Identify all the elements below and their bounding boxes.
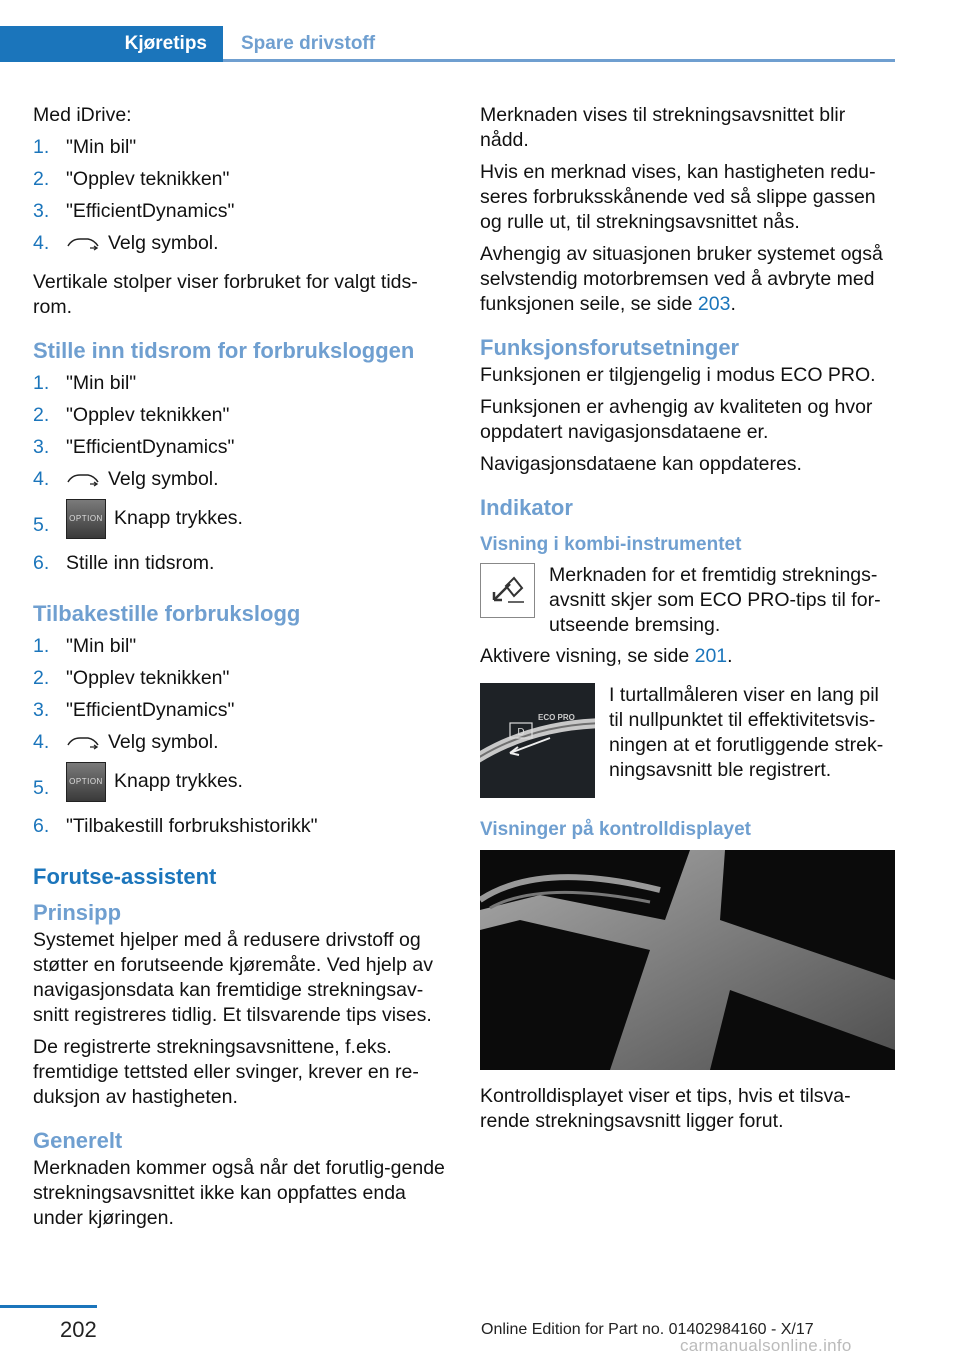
heading-stille-inn: Stille inn tidsrom for forbruksloggen bbox=[33, 338, 415, 363]
list-item: 5. OPTION Knapp trykkes. bbox=[33, 762, 445, 814]
list-item: 4. Velg symbol. bbox=[33, 232, 219, 254]
car-icon bbox=[66, 472, 100, 488]
list-item: 3. "EfficientDynamics" bbox=[33, 200, 235, 222]
steps-list-1 bbox=[33, 135, 445, 263]
paragraph: Hvis en merknad vises, kan hastigheten redu-seres forbruksskånende ved så slippe gassen og rulle ut, til strekningsavsnittet nås. bbox=[480, 161, 876, 233]
list-item: 1. "Min bil" bbox=[33, 136, 137, 158]
paragraph: Systemet hjelper med å redusere drivstoff og støtter en forutseende kjøremåte. Ved hjelp av navigasjonsdata kan fremtidige strekningsav-snitt registreres tidlig. Et tilsvarende tips vises. bbox=[33, 929, 433, 1026]
option-button-icon: OPTION bbox=[66, 762, 106, 802]
eco-tip-text: Merknaden for et fremtidig streknings-avsnitt skjer som ECO PRO-tips til for-utseende bremsing. bbox=[549, 564, 881, 636]
paragraph: Avhengig av situasjonen bruker systemet også selvstendig motorbremsen ved å avbryte med funksjonen seile, se side 203. bbox=[480, 243, 883, 315]
paragraph: Merknaden kommer også når det forutlig-gende strekningsavsnittet ikke kan oppfattes enda under kjøringen. bbox=[33, 1157, 445, 1229]
option-button-icon: OPTION bbox=[66, 499, 106, 539]
watermark: carmanualsonline.info bbox=[680, 1336, 852, 1355]
heading-indikator: Indikator bbox=[480, 495, 573, 520]
tab-underline bbox=[223, 59, 895, 62]
heading-prinsipp: Prinsipp bbox=[33, 900, 122, 925]
control-display-road-image bbox=[480, 850, 895, 1070]
heading-tilbakestille: Tilbakestille forbrukslogg bbox=[33, 601, 301, 626]
list-item: 2. "Opplev teknikken" bbox=[33, 667, 230, 689]
list-item: 5. OPTION Knapp trykkes. bbox=[33, 499, 445, 551]
right-column bbox=[480, 103, 892, 1141]
list-item: 1. "Min bil" bbox=[33, 372, 137, 394]
paragraph: Vertikale stolper viser forbruket for valgt tids-rom. bbox=[33, 271, 418, 318]
heading-funksjonsforutsetninger: Funksjonsforutsetninger bbox=[480, 335, 740, 360]
eco-pro-braking-icon bbox=[480, 563, 535, 618]
rev-counter-image bbox=[480, 683, 595, 798]
list-item: 3. "EfficientDynamics" bbox=[33, 436, 235, 458]
car-icon bbox=[66, 735, 100, 751]
list-item: 1. "Min bil" bbox=[33, 635, 137, 657]
list-item: 2. "Opplev teknikken" bbox=[33, 404, 230, 426]
page-link-201[interactable]: 201 bbox=[694, 645, 728, 667]
list-item: 4. Velg symbol. bbox=[33, 731, 219, 753]
heading-forutse-assistent: Forutse-assistent bbox=[33, 864, 217, 889]
gauge-eco-pro-label: ECO PRO bbox=[538, 713, 575, 722]
paragraph: Kontrolldisplayet viser et tips, hvis et tilsva-rende strekningsavsnitt ligger forut. bbox=[480, 1085, 851, 1132]
footer-line bbox=[0, 1305, 97, 1308]
tab-spare-drivstoff[interactable]: Spare drivstoff bbox=[241, 33, 376, 54]
paragraph: Funksjonen er avhengig av kvaliteten og hvor oppdatert navigasjonsdataene er. bbox=[480, 396, 873, 443]
paragraph: Funksjonen er tilgjengelig i modus ECO PRO. bbox=[480, 364, 876, 386]
page-link-203[interactable]: 203 bbox=[697, 293, 731, 315]
gauge-row bbox=[480, 683, 892, 798]
header-tabs bbox=[0, 26, 895, 62]
steps-list-3 bbox=[33, 634, 445, 846]
paragraph: Aktivere visning, se side 201. bbox=[480, 645, 733, 667]
eco-tip-row bbox=[480, 563, 892, 638]
subheading-visning-kombi: Visning i kombi-instrumentet bbox=[480, 534, 742, 555]
car-icon bbox=[66, 236, 100, 252]
tab-kjoretips[interactable]: Kjøretips bbox=[0, 26, 223, 62]
paragraph: Merknaden vises til strekningsavsnittet blir nådd. bbox=[480, 104, 846, 151]
left-column bbox=[33, 103, 445, 1238]
page-number: 202 bbox=[60, 1317, 97, 1342]
gauge-text: I turtallmåleren viser en lang pil til nullpunktet til effektivitetsvis-ningen at et forutliggende strek-ningsavsnitt ble registrert. bbox=[609, 684, 884, 781]
intro-text: Med iDrive: bbox=[33, 104, 132, 126]
paragraph: De registrerte strekningsavsnittene, f.eks. fremtidige tettsted eller svinger, krever en re-duksjon av hastigheten. bbox=[33, 1036, 419, 1108]
edition-text: Online Edition for Part no. 01402984160 - X/17 bbox=[481, 1321, 814, 1338]
list-item: 4. Velg symbol. bbox=[33, 468, 219, 490]
list-item: 3. "EfficientDynamics" bbox=[33, 699, 235, 721]
list-item: 6. "Tilbakestill forbrukshistorikk" bbox=[33, 815, 318, 837]
subheading-visninger-kontroll: Visninger på kontrolldisplayet bbox=[480, 819, 751, 840]
list-item: 6. Stille inn tidsrom. bbox=[33, 552, 215, 574]
heading-generelt: Generelt bbox=[33, 1128, 123, 1153]
paragraph: Navigasjonsdataene kan oppdateres. bbox=[480, 453, 802, 475]
steps-list-2 bbox=[33, 371, 445, 583]
gauge-gear-d: D bbox=[517, 727, 525, 738]
list-item: 2. "Opplev teknikken" bbox=[33, 168, 230, 190]
